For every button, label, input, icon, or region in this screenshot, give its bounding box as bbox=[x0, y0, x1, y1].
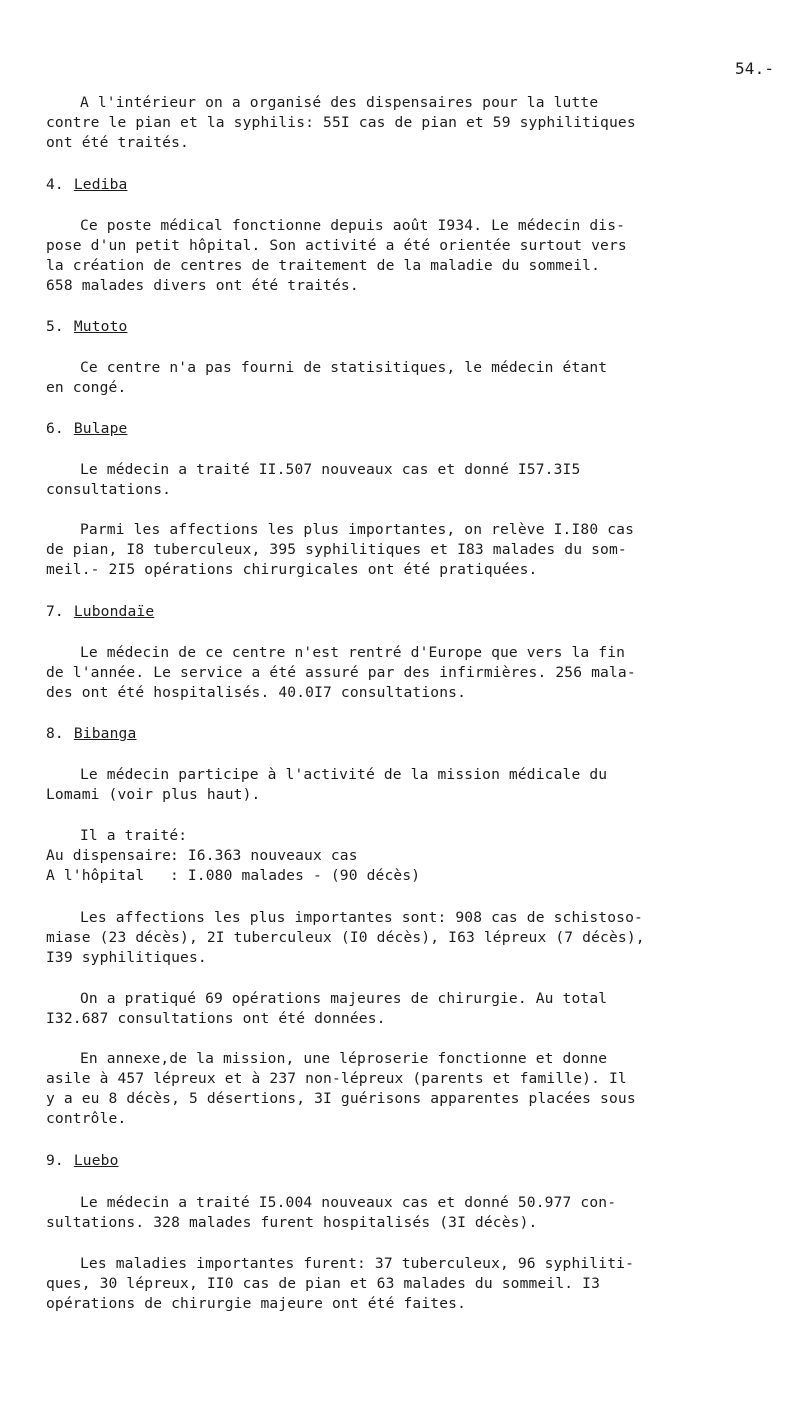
section-heading-luebo bbox=[46, 1152, 119, 1169]
section-paragraph bbox=[46, 826, 786, 886]
section-heading-bibanga bbox=[46, 725, 136, 742]
text-line: sultations. 328 malades furent hospitalisés (3I décès). bbox=[46, 1214, 538, 1231]
section-heading-mutoto bbox=[46, 318, 128, 335]
text-line: Ce centre n'a pas fourni de statisitiques, le médecin étant bbox=[80, 359, 608, 376]
text-line: la création de centres de traitement de la maladie du sommeil. bbox=[46, 257, 601, 274]
text-line: de pian, I8 tuberculeux, 395 syphilitiques et I83 malades du som- bbox=[46, 541, 627, 558]
section-number: 7. bbox=[46, 603, 64, 620]
text-line: ques, 30 lépreux, II0 cas de pian et 63 malades du sommeil. I3 bbox=[46, 1275, 601, 1292]
table-value: I.080 malades - (90 décès) bbox=[187, 867, 421, 884]
section-paragraph bbox=[46, 460, 786, 500]
text-line: En annexe,de la mission, une léproserie fonctionne et donne bbox=[80, 1050, 608, 1067]
text-line: meil.- 2I5 opérations chirurgicales ont été pratiquées. bbox=[46, 561, 538, 578]
section-title: Bibanga bbox=[73, 725, 137, 742]
table-label: A l'hôpital bbox=[46, 867, 145, 884]
section-paragraph bbox=[46, 765, 786, 805]
section-heading-lediba bbox=[46, 176, 128, 193]
text-line: 658 malades divers ont été traités. bbox=[46, 277, 359, 294]
section-number: 5. bbox=[46, 318, 64, 335]
text-line: de l'année. Le service a été assuré par des infirmières. 256 mala- bbox=[46, 664, 636, 681]
text-line: Le médecin participe à l'activité de la mission médicale du bbox=[80, 766, 608, 783]
section-paragraph bbox=[46, 358, 786, 398]
text-line: consultations. bbox=[46, 481, 172, 498]
section-title: Luebo bbox=[73, 1152, 119, 1169]
table-sep: : bbox=[170, 847, 179, 864]
text-line: asile à 457 lépreux et à 237 non-lépreux (parents et famille). Il bbox=[46, 1070, 627, 1087]
text-line: I32.687 consultations ont été données. bbox=[46, 1010, 386, 1027]
text-line: opérations de chirurgie majeure ont été faites. bbox=[46, 1295, 467, 1312]
section-paragraph bbox=[46, 1254, 786, 1314]
section-number: 6. bbox=[46, 420, 64, 437]
table-value: I6.363 nouveaux cas bbox=[187, 847, 358, 864]
text-line: Le médecin de ce centre n'est rentré d'Europe que vers la fin bbox=[80, 644, 626, 661]
table-sep: : bbox=[170, 867, 179, 884]
text-line: contrôle. bbox=[46, 1110, 127, 1127]
text-line: Ce poste médical fonctionne depuis août I934. Le médecin dis- bbox=[80, 217, 626, 234]
text-line: y a eu 8 décès, 5 désertions, 3I guérisons apparentes placées sous bbox=[46, 1090, 636, 1107]
section-title: Mutoto bbox=[73, 318, 128, 335]
text-line: On a pratiqué 69 opérations majeures de chirurgie. Au total bbox=[80, 990, 608, 1007]
section-number: 9. bbox=[46, 1152, 64, 1169]
section-paragraph bbox=[46, 1049, 786, 1129]
text-line: I39 syphilitiques. bbox=[46, 949, 207, 966]
section-paragraph bbox=[46, 1193, 786, 1233]
text-line: A l'intérieur on a organisé des dispensaires pour la lutte bbox=[80, 94, 599, 111]
text-line: Lomami (voir plus haut). bbox=[46, 786, 261, 803]
text-line: Les maladies importantes furent: 37 tuberculeux, 96 syphiliti- bbox=[80, 1255, 635, 1272]
page-number: 54.- bbox=[735, 59, 775, 78]
section-number: 4. bbox=[46, 176, 64, 193]
text-line: Il a traité: bbox=[80, 827, 188, 844]
section-heading-bulape bbox=[46, 420, 128, 437]
section-heading-lubondaie bbox=[46, 603, 154, 620]
text-line: Le médecin a traité II.507 nouveaux cas et donné I57.3I5 bbox=[80, 461, 581, 478]
section-paragraph bbox=[46, 216, 786, 296]
text-line: Le médecin a traité I5.004 nouveaux cas et donné 50.977 con- bbox=[80, 1194, 617, 1211]
text-line: pose d'un petit hôpital. Son activité a été orientée surtout vers bbox=[46, 237, 627, 254]
text-line: contre le pian et la syphilis: 55I cas de pian et 59 syphilitiques bbox=[46, 114, 636, 131]
section-title: Lediba bbox=[73, 176, 128, 193]
text-line: Parmi les affections les plus importantes, on relève I.I80 cas bbox=[80, 521, 635, 538]
table-row bbox=[46, 846, 786, 866]
section-title: Bulape bbox=[73, 420, 128, 437]
section-number: 8. bbox=[46, 725, 64, 742]
section-paragraph bbox=[46, 643, 786, 703]
text-line: en congé. bbox=[46, 379, 127, 396]
text-line: ont été traités. bbox=[46, 134, 189, 151]
table-label: Au dispensaire bbox=[46, 847, 172, 864]
text-line: des ont été hospitalisés. 40.0I7 consultations. bbox=[46, 684, 467, 701]
text-line: Les affections les plus importantes sont: 908 cas de schistoso- bbox=[80, 909, 643, 926]
intro-paragraph bbox=[46, 93, 786, 153]
section-paragraph bbox=[46, 908, 786, 968]
section-paragraph bbox=[46, 989, 786, 1029]
text-line: miase (23 décès), 2I tuberculeux (I0 décès), I63 lépreux (7 décès), bbox=[46, 929, 645, 946]
section-title: Lubondaïe bbox=[73, 603, 155, 620]
section-paragraph bbox=[46, 520, 786, 580]
table-row bbox=[46, 866, 786, 886]
